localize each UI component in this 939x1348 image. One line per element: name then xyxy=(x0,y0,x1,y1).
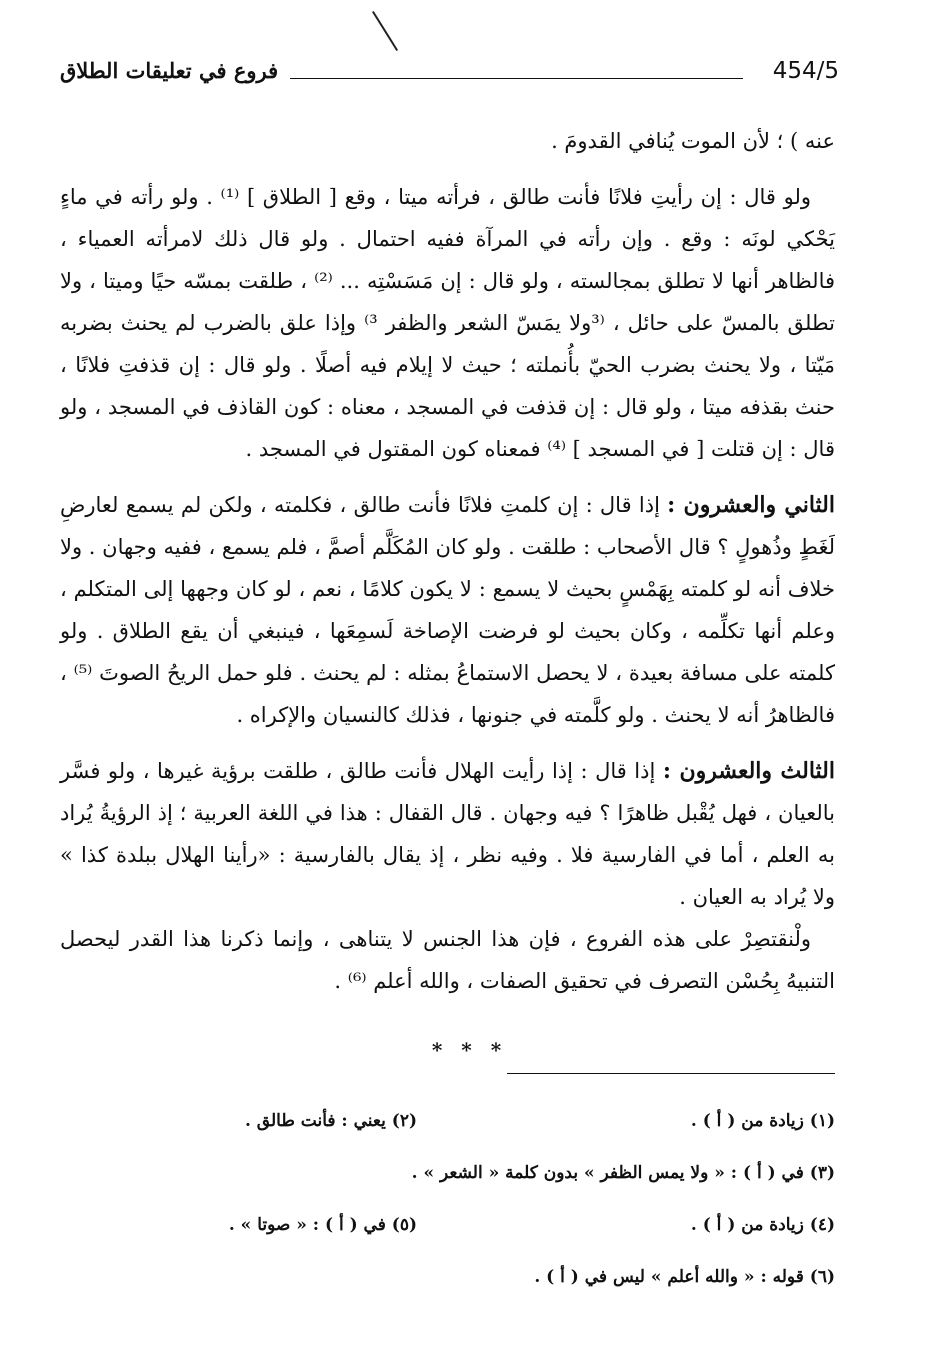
footnote-5: (٥) في ( أ ) : « صوتا » . xyxy=(228,1215,417,1235)
section-separator: * * * xyxy=(431,1038,508,1062)
footnote-rule xyxy=(507,1073,835,1074)
footnote-6: (٦) قوله : « والله أعلم » ليس في ( أ ) . xyxy=(534,1267,835,1287)
section-heading-22: الثاني والعشرون : xyxy=(667,492,836,518)
footnote-4: (٤) زيادة من ( أ ) . xyxy=(690,1215,835,1235)
footnote-row xyxy=(60,1095,835,1147)
page-number: 454/5 xyxy=(772,58,839,84)
footnote-2: (٢) يعني : فأنت طالق . xyxy=(244,1111,417,1131)
footnote-row xyxy=(60,1251,835,1303)
footnote-1: (١) زيادة من ( أ ) . xyxy=(690,1111,835,1131)
footnote-row xyxy=(60,1199,835,1251)
main-text xyxy=(60,120,835,1002)
scan-mark xyxy=(372,11,398,51)
footnote-row xyxy=(60,1147,835,1199)
footnotes xyxy=(60,1095,835,1303)
header-rule xyxy=(290,78,743,79)
footnote-3: (٣) في ( أ ) : « ولا يمس الظفر » بدون كلمة « الشعر » . xyxy=(411,1163,835,1183)
paragraph-5: ولْنقتصِرْ على هذه الفروع ، فإن هذا الجنس لا يتناهى ، وإنما ذكرنا هذا القدر ليحصل التنبيهُ بِحُسْن التصرف في تحقيق الصفات ، والله أعلم ⁽⁶⁾ . xyxy=(60,927,835,993)
page-header xyxy=(60,52,839,92)
paragraph-4-text: إذا قال : إذا رأيت الهلال فأنت طالق ، طلقت برؤية غيرها ، ولو فسَّر بالعيان ، فهل يُقْبل ظاهرًا ؟ فيه وجهان . قال القفال : هذا في اللغة العربية ؛ إذ الرؤيةُ يُراد به العلم ، أما في الفارسية فلا . وفيه نظر ، إذ يقال بالفارسية : «رأينا الهلال ببلدة كذا » ولا يُراد به العيان . xyxy=(60,759,835,909)
paragraph-3-text: إذا قال : إن كلمتِ فلانًا فأنت طالق ، فكلمته ، ولكن لم يسمع لعارضِ لَغَطٍ وذُهولٍ ؟ قال الأصحاب : طلقت . ولو كان المُكَلَّم أصمَّ ، فلم يسمع ، ففيه وجهان . ولا خلاف أنه لو كلمته بِهَمْسٍ بحيث لا يسمع : لا يكون كلامًا ، نعم ، لو كان وجهها إلى المتكلم ، وعلم أنها تكلِّمه ، وكان بحيث لو فرضت الإصاخة لَسمِعَها ، فينبغي أن يقع الطلاق . ولو كلمته على مسافة بعيدة ، لا يحصل الاستماعُ بمثله : لم يحنث . فلو حمل الريحُ الصوتَ ⁽⁵⁾ ، فالظاهرُ أنه لا يحنث . ولو كلَّمته في جنونها ، فذلك كالنسيان والإكراه . xyxy=(60,493,835,727)
paragraph-1: عنه ) ؛ لأن الموت يُنافي القدومَ . xyxy=(551,129,835,153)
paragraph-2: ولو قال : إن رأيتِ فلانًا فأنت طالق ، فرأته ميتا ، وقع [ الطلاق ] ⁽¹⁾ . ولو رأته في ماءٍ يَحْكي لونَه : وقع . وإن رأته في المرآة ففيه احتمال . ولو قال ذلك لامرأته العمياء ، فالظاهر أنها لا تطلق بمجالسته ، ولو قال : إن مَسَسْتِه ... ⁽²⁾ ، طلقت بمسّه حيًا وميتا ، ولا تطلق بالمسّ على حائل ، ⁽³ولا يمَسّ الشعر والظفر ³⁾ وإذا علق بالضرب لم يحنث بضربه مَيّتا ، ولا يحنث بضرب الحيّ بأُنملته ؛ حيث لا إيلام فيه أصلًا . ولو قال : إن قذفتِ فلانًا ، حنث بقذفه ميتا ، ولو قال : إن قذفت في المسجد ، معناه : كون القاذف في المسجد ، ولو قال : إن قتلت [ في المسجد ] ⁽⁴⁾ فمعناه كون المقتول في المسجد . xyxy=(60,185,836,461)
paragraph-4 xyxy=(60,750,835,918)
section-heading-23: الثالث والعشرون : xyxy=(662,758,836,784)
paragraph-3 xyxy=(60,484,835,736)
running-title: فروع في تعليقات الطلاق xyxy=(60,58,279,83)
